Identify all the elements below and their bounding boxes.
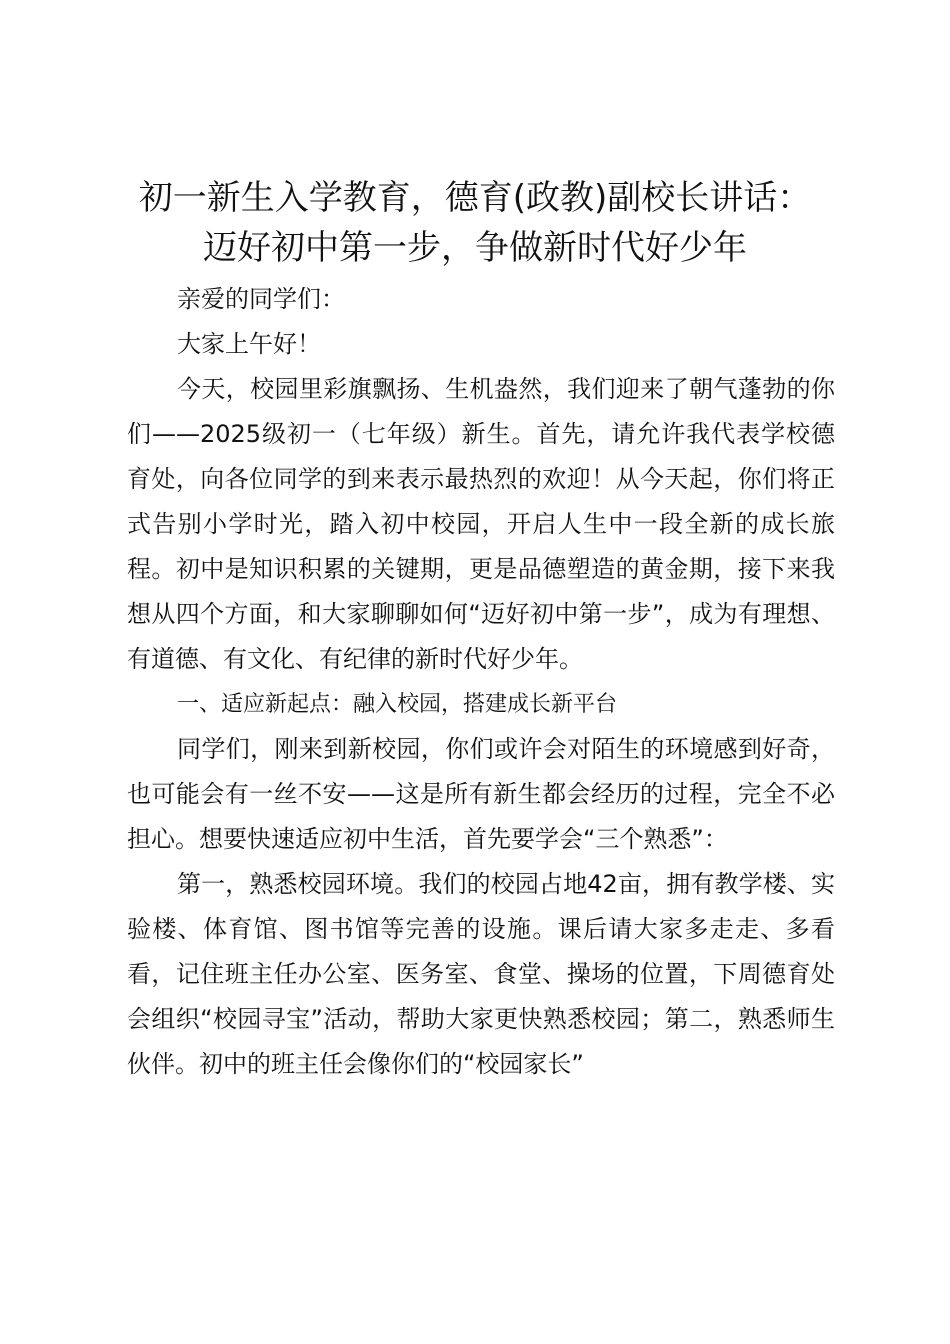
intro-paragraph: 今天，校园里彩旗飘扬、生机盎然，我们迎来了朝气蓬勃的你们——2025级初一（七年级）新生。首先，请允许我代表学校德育处，向各位同学的到来表示最热烈的欢迎！从今天起，你们将正式告别小学时光，踏入初中校园，开启人生中一段全新的成长旅程。初中是知识积累的关键期，更是品德塑造的黄金期，接下来我想从四个方面，和大家聊聊如何“迈好初中第一步”，成为有理想、有道德、有文化、有纪律的新时代好少年。 bbox=[127, 375, 835, 673]
document-body bbox=[127, 277, 835, 1087]
document-title-line-2: 迈好初中第一步，争做新时代好少年 bbox=[203, 228, 747, 268]
salutation: 亲爱的同学们： bbox=[177, 285, 345, 313]
section-heading-1: 一、适应新起点：融入校园，搭建成长新平台 bbox=[177, 692, 618, 717]
document-title-line-1: 初一新生入学教育，德育(政教)副校长讲话： bbox=[138, 178, 812, 218]
section-paragraph: 同学们，刚来到新校园，你们或许会对陌生的环境感到好奇，也可能会有一丝不安——这是所有新生都会经历的过程，完全不必担心。想要快速适应初中生活，首先要学会“三个熟悉”： bbox=[127, 735, 835, 853]
section-paragraph: 第一，熟悉校园环境。我们的校园占地42亩，拥有教学楼、实验楼、体育馆、图书馆等完善的设施。课后请大家多走走、多看看，记住班主任办公室、医务室、食堂、操场的位置，下周德育处会组织“校园寻宝”活动，帮助大家更快熟悉校园；第二，熟悉师生伙伴。初中的班主任会像你们的“校园家长” bbox=[127, 870, 835, 1078]
greeting: 大家上午好！ bbox=[177, 330, 321, 358]
